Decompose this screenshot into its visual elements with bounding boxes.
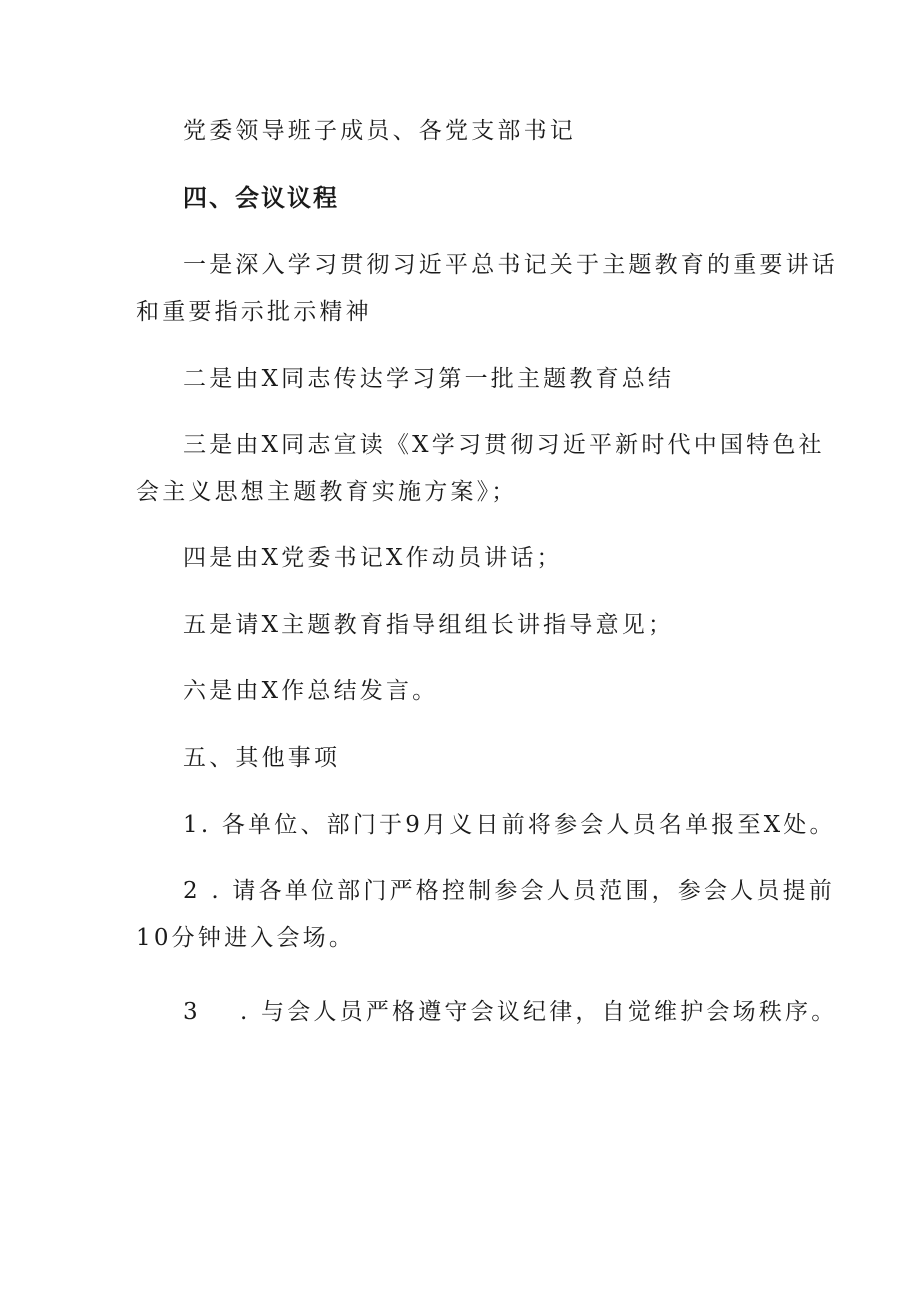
section-5-heading: 五、其他事项 (183, 745, 341, 771)
attendees-line: 党委领导班子成员、各党支部书记 (183, 118, 576, 144)
other-item-2-line-2: 10分钟进入会场。 (136, 925, 356, 951)
agenda-item-1-line-1: 一是深入学习贯彻习近平总书记关于主题教育的重要讲话 (183, 252, 838, 278)
section-4-heading: 四、会议议程 (183, 183, 339, 212)
other-item-3-number: 3 (183, 999, 198, 1025)
agenda-item-5: 五是请X主题教育指导组组长讲指导意见； (183, 612, 675, 638)
other-item-2-line-1: 2 . 请各单位部门严格控制参会人员范围，参会人员提前 (183, 878, 835, 904)
agenda-item-1-line-2: 和重要指示批示精神 (136, 299, 372, 325)
other-item-3-text: . 与会人员严格遵守会议纪律，自觉维护会场秩序。 (240, 999, 838, 1025)
other-item-1: 1. 各单位、部门于9月义日前将参会人员名单报至X处。 (183, 812, 836, 838)
agenda-item-3-line-1: 三是由X同志宣读《X学习贯彻习近平新时代中国特色社 (183, 432, 825, 458)
agenda-item-4: 四是由X党委书记X作动员讲话； (183, 545, 563, 571)
agenda-item-3-line-2: 会主义思想主题教育实施方案》； (136, 479, 518, 505)
agenda-item-2: 二是由X同志传达学习第一批主题教育总结 (183, 366, 675, 392)
agenda-item-6: 六是由X作总结发言。 (183, 678, 439, 704)
